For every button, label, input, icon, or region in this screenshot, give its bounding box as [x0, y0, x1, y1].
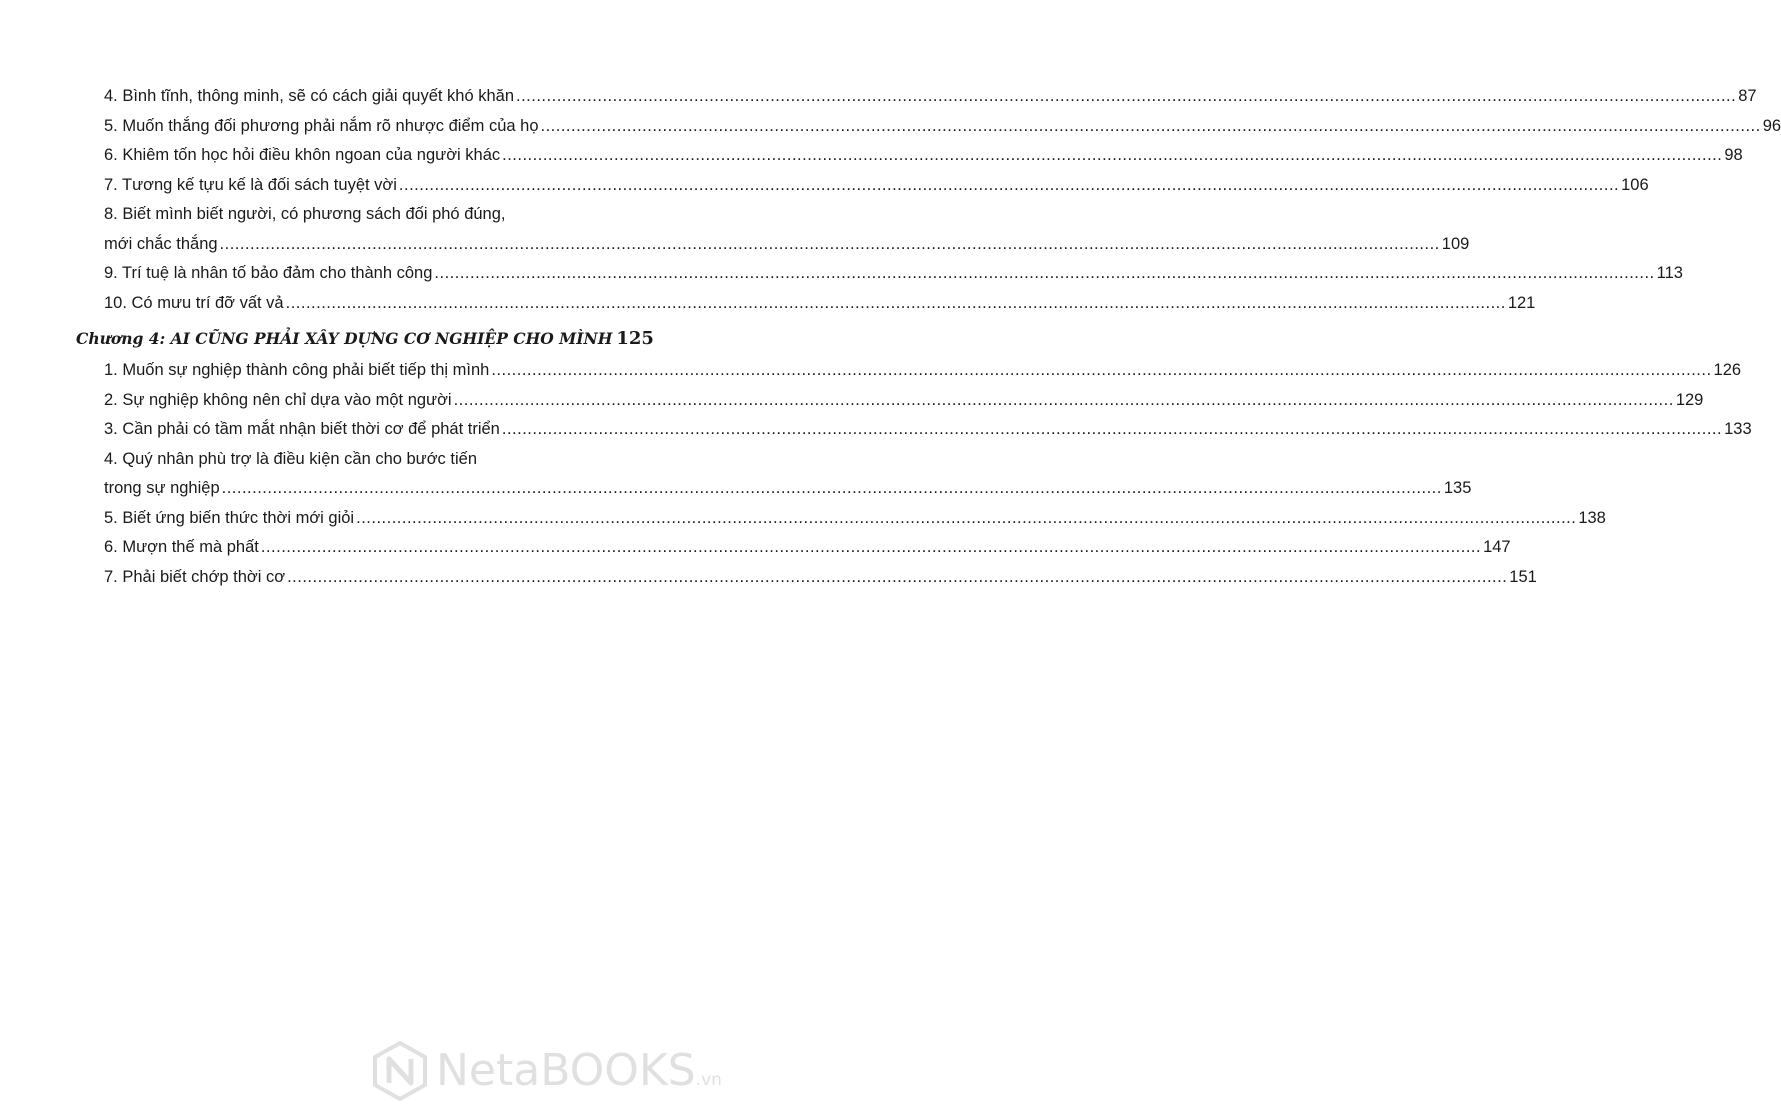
toc-page-number: 113 [1656, 264, 1683, 282]
toc-entry-title: 10. Có mưu trí đỡ vất vả [104, 293, 284, 312]
toc-entry-title: 7. Tương kế tựu kế là đối sách tuyệt vời [104, 175, 397, 194]
chapter-page-number: 125 [616, 328, 654, 349]
watermark-suffix: .vn [695, 1070, 722, 1090]
toc-entry-title: 1. Muốn sự nghiệp thành công phải biết tiếp thị mình [104, 361, 490, 379]
toc-entry[interactable] [104, 356, 1742, 386]
chapter-title: Chương 4: AI CŨNG PHẢI XÂY DỰNG CƠ NGHIỆP CHO MÌNH [76, 329, 613, 348]
toc-leader-dots [222, 474, 1442, 504]
toc-page-number: 129 [1675, 390, 1704, 409]
toc-entry-title-line1: 8. Biết mình biết người, có phương sách đối phó đúng, [104, 205, 506, 223]
toc-entry[interactable] [104, 386, 1704, 416]
toc-page-number: 87 [1738, 87, 1757, 105]
toc-entry[interactable] [104, 563, 1537, 593]
watermark-brand: NetaBOOKS [436, 1045, 696, 1096]
toc-entry[interactable] [104, 171, 1649, 201]
toc-page-number: 96 [1762, 116, 1781, 135]
toc-entry-title: 5. Muốn thắng đối phương phải nắm rõ nhược điểm của họ [104, 116, 539, 135]
toc-page-number: 135 [1443, 479, 1472, 497]
netabooks-logo-icon [372, 1041, 428, 1101]
toc-entry[interactable] [104, 112, 1781, 142]
toc-entry[interactable] [104, 415, 1752, 445]
toc-entry-title: mới chắc thắng [104, 234, 218, 253]
toc-leader-dots [356, 504, 1576, 534]
toc-leader-dots [434, 259, 1654, 289]
toc-entry[interactable] [104, 445, 1472, 504]
netabooks-watermark [372, 1036, 722, 1106]
toc-page-number: 138 [1578, 508, 1606, 527]
toc-leader-dots [491, 356, 1711, 386]
toc-entry-title: 6. Mượn thế mà phất [104, 538, 259, 556]
toc-page-number: 151 [1509, 567, 1537, 586]
toc-page-number: 109 [1441, 234, 1470, 253]
toc-page-number: 121 [1507, 293, 1536, 312]
toc-entry[interactable] [104, 504, 1606, 534]
toc-entry[interactable] [104, 141, 1743, 171]
toc-leader-dots [502, 415, 1722, 445]
toc-entry-title: 3. Cần phải có tầm mắt nhận biết thời cơ để phát triển [104, 420, 500, 438]
toc-entry[interactable] [104, 82, 1757, 112]
toc-entry[interactable] [104, 200, 1470, 259]
toc-entry[interactable] [104, 259, 1683, 289]
toc-entry[interactable] [104, 289, 1536, 319]
toc-page-number: 147 [1483, 538, 1511, 556]
toc-leader-dots [286, 289, 1506, 319]
toc-leader-dots [541, 112, 1761, 142]
toc-page-number: 126 [1713, 361, 1742, 379]
toc-entry-title: 4. Bình tĩnh, thông minh, sẽ có cách giải quyết khó khăn [104, 87, 515, 105]
toc-page-number: 98 [1724, 146, 1743, 164]
toc-entry-title: trong sự nghiệp [104, 479, 220, 497]
table-of-contents [76, 82, 1781, 592]
toc-leader-dots [502, 141, 1722, 171]
toc-chapter-heading[interactable] [76, 324, 654, 354]
toc-leader-dots [516, 82, 1736, 112]
toc-entry-title: 6. Khiêm tốn học hỏi điều khôn ngoan của người khác [104, 146, 501, 164]
toc-entry-title: 7. Phải biết chớp thời cơ [104, 567, 286, 586]
watermark-text [436, 1045, 722, 1096]
toc-entry-title: 2. Sự nghiệp không nên chỉ dựa vào một người [104, 390, 452, 409]
toc-leader-dots [261, 533, 1481, 563]
toc-leader-dots [287, 563, 1507, 593]
toc-page-number: 106 [1621, 175, 1649, 194]
toc-entry-title: 9. Trí tuệ là nhân tố bảo đảm cho thành công [104, 264, 433, 282]
toc-entry-title: 5. Biết ứng biến thức thời mới giỏi [104, 508, 355, 527]
toc-entry-title-line1: 4. Quý nhân phù trợ là điều kiện cần cho bước tiến [104, 449, 477, 468]
toc-leader-dots [399, 171, 1619, 201]
toc-leader-dots [220, 230, 1440, 260]
toc-page-number: 133 [1724, 420, 1752, 438]
toc-leader-dots [454, 386, 1674, 416]
toc-entry[interactable] [104, 533, 1511, 563]
